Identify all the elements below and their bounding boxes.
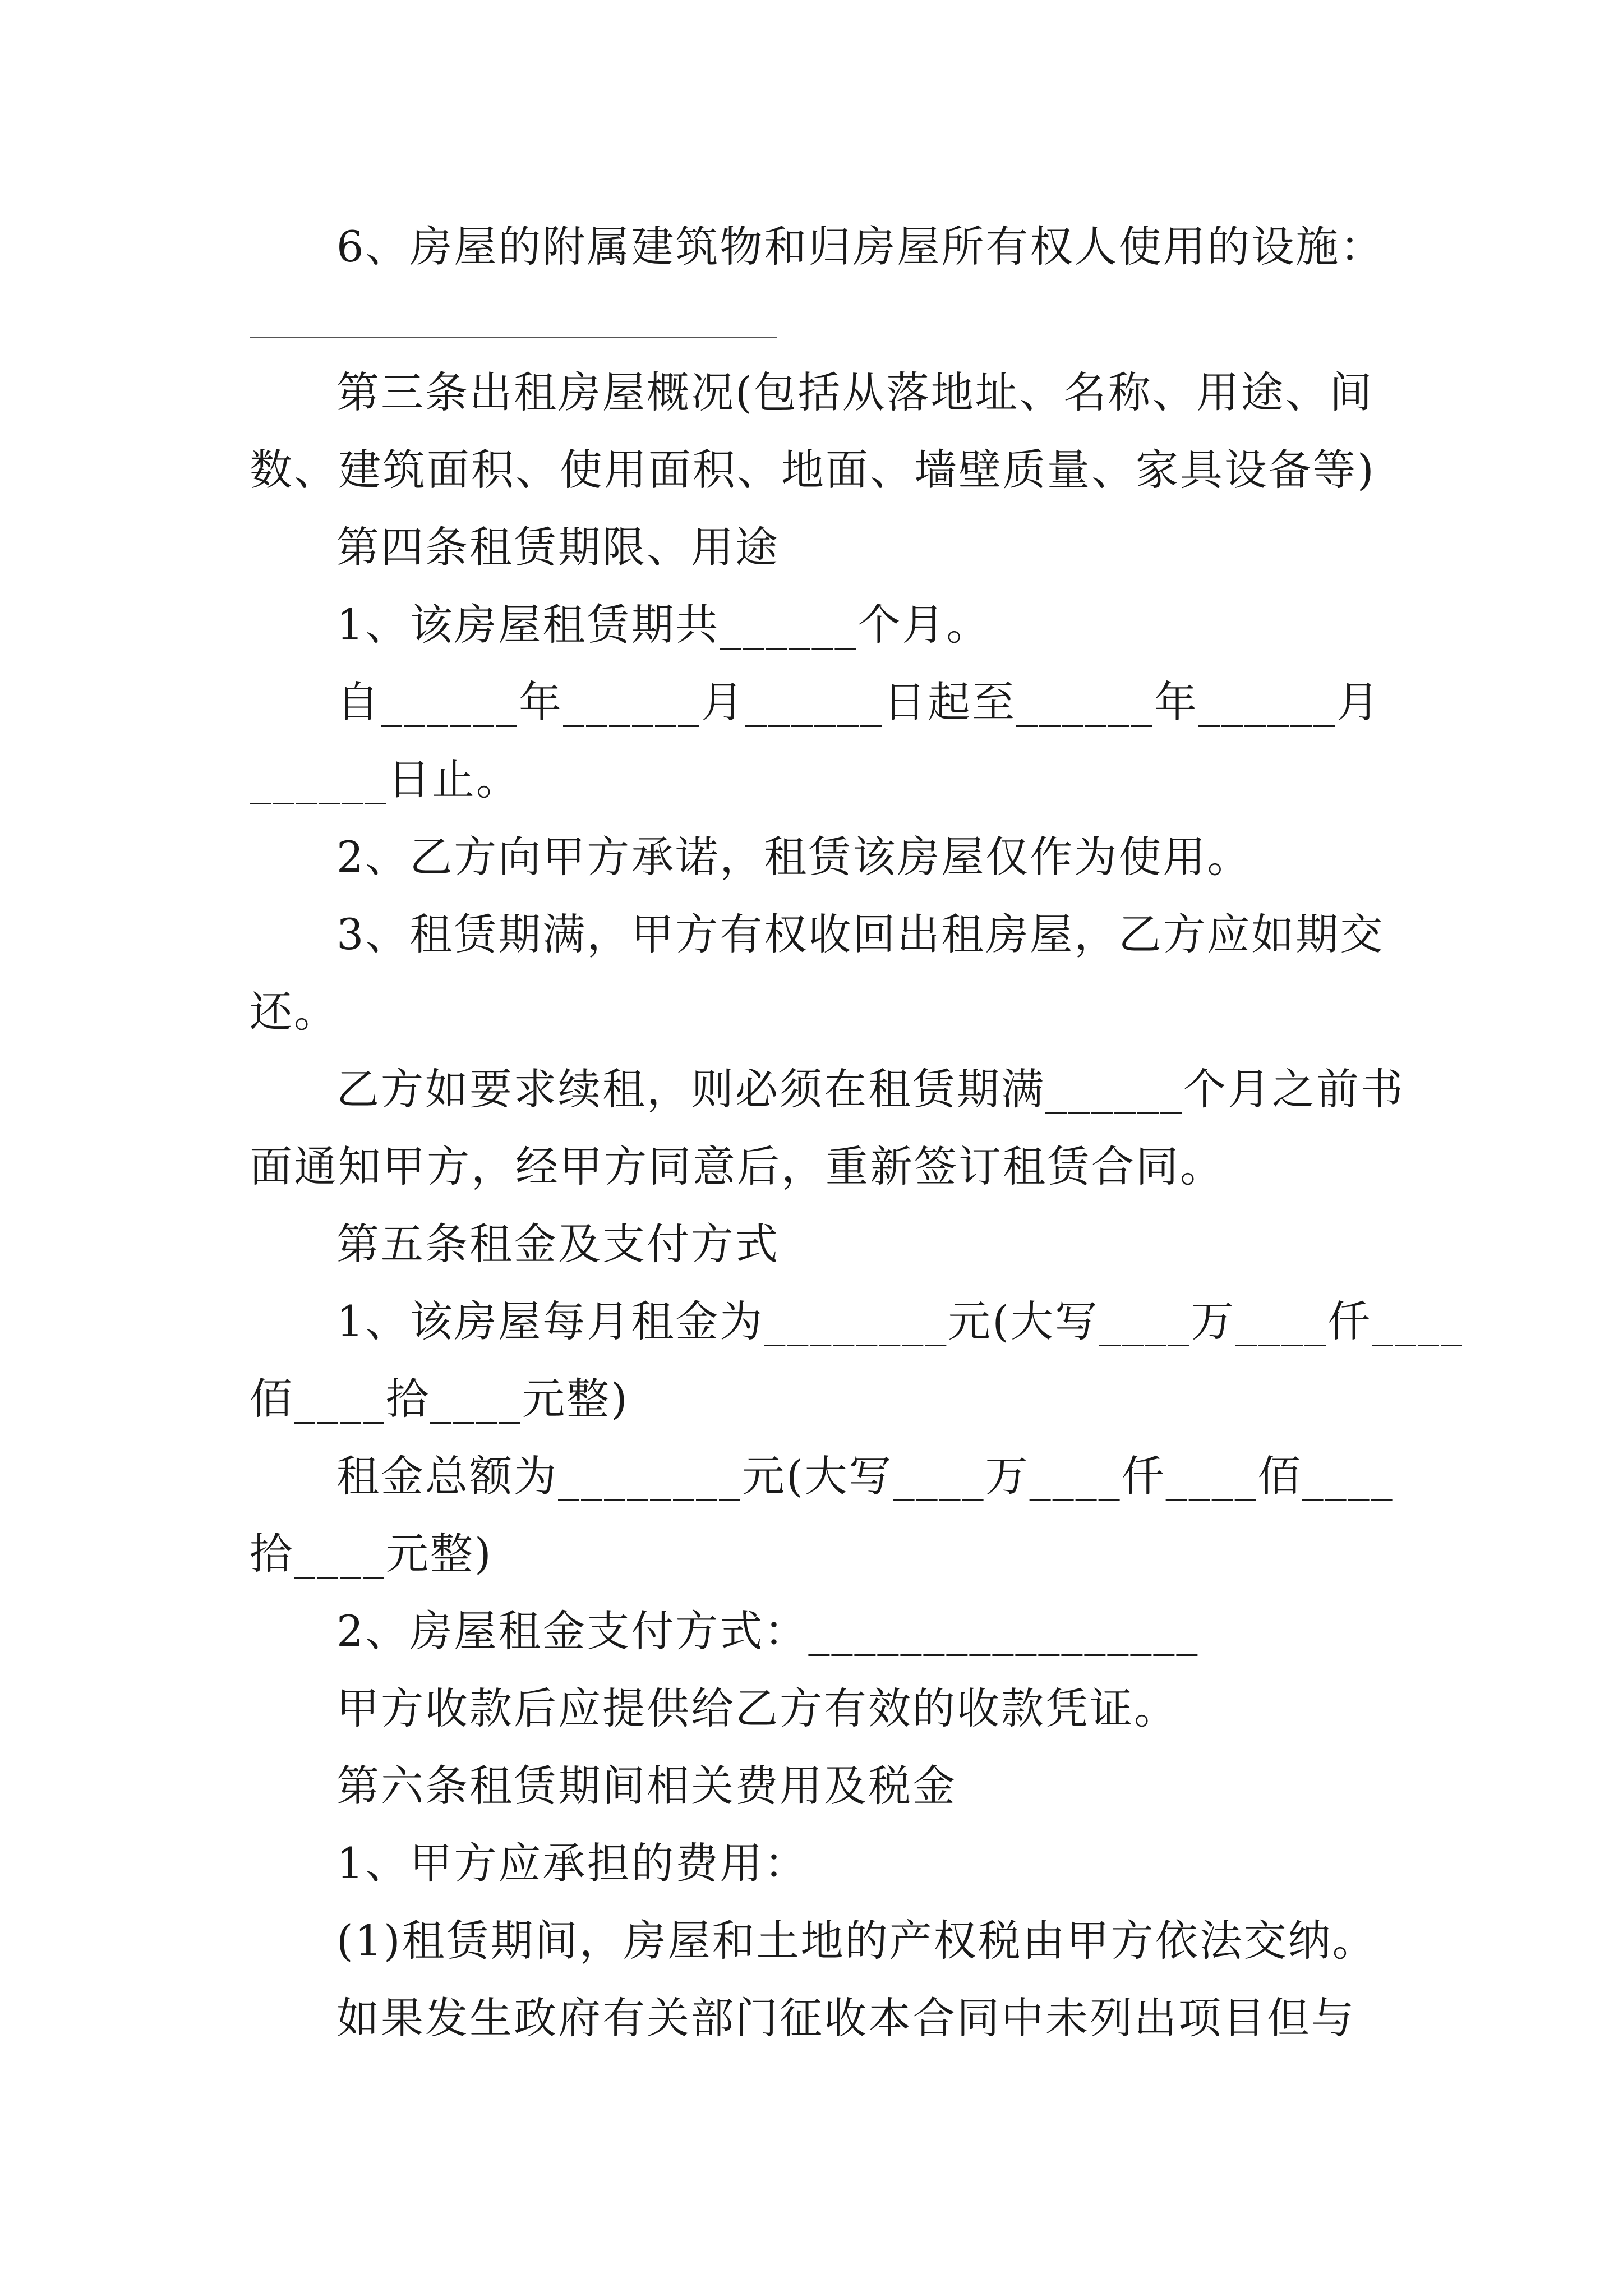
lease-end-day: ______日止。: [250, 754, 520, 804]
clause-6-facilities: 6、房屋的附属建筑物和归房屋所有权人使用的设施：: [336, 222, 1385, 272]
article-4-heading: 第四条租赁期限、用途: [336, 522, 780, 572]
property-tax-clause: (1)租赁期间，房屋和土地的产权税由甲方依法交纳。: [336, 1916, 1377, 1966]
monthly-rent: 1、该房屋每月租金为________元(大写____万____仟____: [336, 1296, 1464, 1346]
party-a-fees: 1、甲方应承担的费用：: [336, 1838, 809, 1888]
receipt-clause: 甲方收款后应提供给乙方有效的收款凭证。: [336, 1683, 1178, 1733]
article-3-heading: 第三条出租房屋概况(包括从落地址、名称、用途、间: [336, 367, 1374, 417]
lease-start-end-dates: 自______年______月______日起至______年______月: [336, 677, 1381, 727]
clause-2-purpose: 2、乙方向甲方承诺，租赁该房屋仅作为使用。: [336, 832, 1252, 882]
government-levy-clause: 如果发生政府有关部门征收本合同中未列出项目但与: [336, 1993, 1355, 2043]
article-5-heading: 第五条租金及支付方式: [336, 1219, 780, 1269]
renewal-notice: 乙方如要求续租，则必须在租赁期满______个月之前书: [336, 1064, 1405, 1114]
total-rent: 租金总额为________元(大写____万____仟____佰____: [336, 1451, 1394, 1501]
clause-3-continued: 还。: [250, 987, 338, 1037]
renewal-notice-continued: 面通知甲方，经甲方同意后，重新签订租赁合同。: [250, 1142, 1224, 1191]
article-6-heading: 第六条租赁期间相关费用及税金: [336, 1761, 957, 1811]
clause-3-expiry: 3、租赁期满，甲方有权收回出租房屋，乙方应如期交: [336, 909, 1385, 959]
payment-method: 2、房屋租金支付方式：_________________: [336, 1606, 1200, 1656]
lease-term-months: 1、该房屋租赁期共______个月。: [336, 600, 991, 650]
fill-in-blank-line: [250, 337, 777, 338]
article-3-continued: 数、建筑面积、使用面积、地面、墙壁质量、家具设备等): [250, 445, 1376, 495]
total-rent-continued: 拾____元整): [250, 1529, 493, 1579]
monthly-rent-continued: 佰____拾____元整): [250, 1374, 629, 1424]
